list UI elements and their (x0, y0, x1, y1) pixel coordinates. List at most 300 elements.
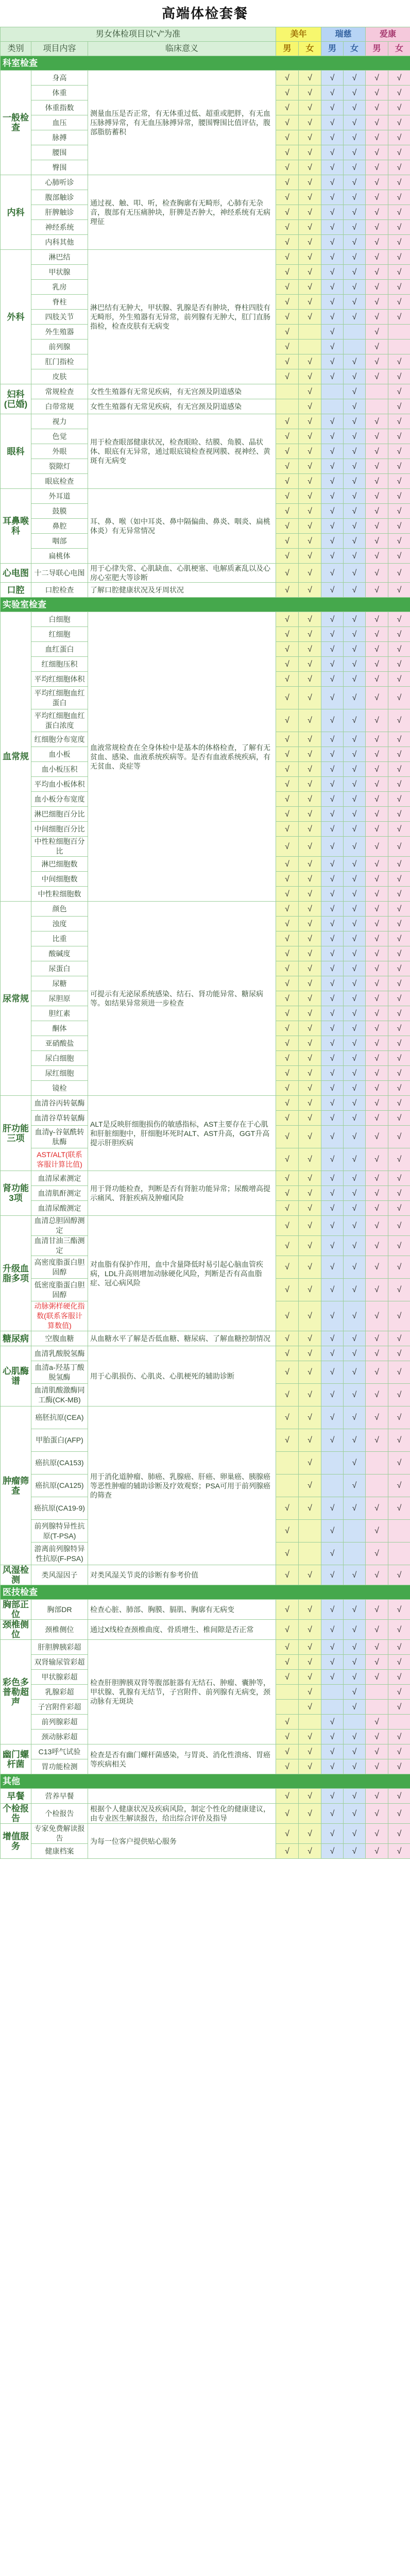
check-mark (299, 549, 321, 564)
meaning-cell: 用于心肌损伤、心肌炎、心肌梗死的辅助诊断 (88, 1346, 276, 1406)
empty-cell (299, 1715, 321, 1730)
item-cell: 血清乳酸脱氢酶 (31, 1346, 88, 1361)
check-mark (388, 902, 410, 917)
check-mark (388, 1789, 410, 1804)
check-mark (299, 1565, 321, 1585)
check-mark (344, 1640, 366, 1655)
check-mark (388, 1452, 410, 1475)
check-mark (366, 145, 388, 160)
check-mark (299, 489, 321, 504)
check-mark (276, 976, 299, 991)
check-mark (388, 1361, 410, 1384)
check-mark (299, 762, 321, 777)
check-mark (299, 1620, 321, 1640)
check-mark (276, 429, 299, 444)
check-mark (299, 1730, 321, 1744)
check-mark (366, 414, 388, 429)
check-mark (388, 1759, 410, 1774)
check-mark (321, 459, 344, 474)
check-mark (299, 642, 321, 657)
check-mark (366, 325, 388, 340)
check-mark (299, 917, 321, 931)
package-table (0, 27, 410, 1859)
check-mark (344, 519, 366, 534)
check-mark (299, 534, 321, 549)
check-mark (388, 976, 410, 991)
empty-cell (276, 1452, 299, 1475)
check-mark (321, 946, 344, 961)
check-mark (344, 1066, 366, 1081)
item-cell: 红细胞压积 (31, 657, 88, 672)
check-mark (366, 902, 388, 917)
check-mark (276, 672, 299, 687)
item-cell: 色觉 (31, 429, 88, 444)
check-mark (388, 1844, 410, 1859)
check-mark (344, 160, 366, 175)
category-cell: 妇科(已婚) (1, 384, 31, 414)
check-mark (276, 519, 299, 534)
check-mark (344, 220, 366, 235)
meaning-cell: 根据个人健康状况及疾病风险，制定个性化的健康建议，由专业医生解读报告，给出综合评价及指导 (88, 1804, 276, 1824)
check-mark (388, 1081, 410, 1096)
check-mark (388, 86, 410, 100)
check-mark (299, 822, 321, 837)
check-mark (366, 1051, 388, 1066)
check-mark (366, 1279, 388, 1301)
section-header: 其他 (1, 1774, 410, 1789)
check-mark (321, 976, 344, 991)
check-mark (299, 175, 321, 190)
check-mark (344, 1171, 366, 1186)
check-mark (344, 1655, 366, 1670)
check-mark (299, 459, 321, 474)
check-mark (388, 444, 410, 459)
check-mark (321, 642, 344, 657)
table-row (1, 1331, 410, 1346)
check-mark (344, 474, 366, 489)
check-mark (388, 872, 410, 887)
meaning-cell: 检查是否有幽门螺杆菌感染，与胃炎、消化性溃疡、胃癌等疾病相关 (88, 1744, 276, 1774)
check-mark (344, 534, 366, 549)
check-mark (366, 1520, 388, 1543)
check-mark (276, 1081, 299, 1096)
table-row (1, 71, 410, 86)
check-mark (366, 657, 388, 672)
item-cell: 血小板分布宽度 (31, 792, 88, 807)
check-mark (299, 709, 321, 732)
table-row (1, 1406, 410, 1429)
item-cell: 脉搏 (31, 130, 88, 145)
check-mark (299, 1216, 321, 1236)
check-mark (321, 1331, 344, 1346)
check-mark (321, 1730, 344, 1744)
check-mark (366, 1543, 388, 1565)
check-mark (388, 1279, 410, 1301)
table-row (1, 1096, 410, 1111)
check-mark (388, 777, 410, 792)
check-mark (344, 71, 366, 86)
item-cell: 血压 (31, 115, 88, 130)
check-mark (299, 100, 321, 115)
check-mark (344, 1148, 366, 1171)
check-mark (321, 1346, 344, 1361)
sex-header: 男 (276, 42, 299, 56)
check-mark (388, 807, 410, 822)
category-cell: 口腔 (1, 583, 31, 598)
page-title: 高端体检套餐 (161, 6, 248, 21)
check-mark (388, 489, 410, 504)
item-cell: 肝脾触诊 (31, 205, 88, 220)
check-mark (276, 1066, 299, 1081)
table-row (1, 1789, 410, 1804)
table-row (1, 583, 410, 598)
check-mark (388, 1384, 410, 1406)
check-mark (276, 747, 299, 762)
check-mark (299, 857, 321, 872)
item-cell: 酸碱度 (31, 946, 88, 961)
check-mark (299, 1640, 321, 1655)
check-mark (321, 325, 344, 340)
check-mark (321, 564, 344, 583)
check-mark (344, 1789, 366, 1804)
check-mark (344, 369, 366, 384)
item-cell: 胃功能检测 (31, 1759, 88, 1774)
meaning-cell (88, 1789, 276, 1804)
check-mark (321, 822, 344, 837)
category-cell: 血常规 (1, 612, 31, 902)
item-cell: 体重指数 (31, 100, 88, 115)
check-mark (299, 1804, 321, 1824)
check-mark (321, 130, 344, 145)
check-mark (388, 1148, 410, 1171)
check-mark (388, 961, 410, 976)
check-mark (366, 1346, 388, 1361)
item-cell: 高密度脂蛋白胆固醇 (31, 1256, 88, 1279)
item-cell: 身高 (31, 71, 88, 86)
check-mark (388, 1620, 410, 1640)
empty-cell (299, 1520, 321, 1543)
check-mark (299, 1201, 321, 1216)
check-mark (388, 642, 410, 657)
check-mark (344, 1600, 366, 1620)
check-mark (388, 1096, 410, 1111)
item-cell: 空腹血糖 (31, 1331, 88, 1346)
check-mark (388, 1744, 410, 1759)
item-cell: 健康档案 (31, 1844, 88, 1859)
check-mark (321, 762, 344, 777)
check-mark (344, 1730, 366, 1744)
check-mark (344, 976, 366, 991)
check-mark (366, 1081, 388, 1096)
check-mark (276, 1186, 299, 1201)
empty-cell (276, 399, 299, 414)
item-cell: 类风湿因子 (31, 1565, 88, 1585)
check-mark (276, 1096, 299, 1111)
check-mark (366, 961, 388, 976)
check-mark (366, 71, 388, 86)
check-mark (366, 672, 388, 687)
check-mark (366, 642, 388, 657)
check-mark (276, 115, 299, 130)
check-mark (321, 115, 344, 130)
check-mark (344, 205, 366, 220)
check-mark (276, 583, 299, 598)
check-mark (299, 931, 321, 946)
check-mark (344, 190, 366, 205)
check-mark (388, 1036, 410, 1051)
empty-cell (388, 1543, 410, 1565)
check-mark (388, 857, 410, 872)
check-mark (276, 369, 299, 384)
check-mark (276, 1497, 299, 1520)
table-row (1, 1565, 410, 1585)
subtitle-cell: 男女体检项目以"√"为准 (1, 27, 276, 42)
check-mark (366, 1620, 388, 1640)
check-mark (388, 1730, 410, 1744)
check-mark (276, 474, 299, 489)
check-mark (299, 747, 321, 762)
check-mark (344, 1452, 366, 1475)
check-mark (276, 642, 299, 657)
table-row (1, 564, 410, 583)
item-cell: AST/ALT(联系客服计算比值) (31, 1148, 88, 1171)
table-row (1, 1216, 410, 1236)
item-cell: 臀围 (31, 160, 88, 175)
check-mark (344, 1279, 366, 1301)
check-mark (388, 687, 410, 709)
table-row (1, 489, 410, 504)
item-cell: 甲状腺彩超 (31, 1670, 88, 1685)
check-mark (344, 946, 366, 961)
check-mark (366, 931, 388, 946)
check-mark (276, 549, 299, 564)
check-mark (321, 1600, 344, 1620)
check-mark (366, 1497, 388, 1520)
check-mark (344, 1346, 366, 1361)
item-cell: 腹部触诊 (31, 190, 88, 205)
item-cell: 扁桃体 (31, 549, 88, 564)
check-mark (388, 1126, 410, 1148)
sex-header: 男 (321, 42, 344, 56)
check-mark (321, 1066, 344, 1081)
check-mark (299, 115, 321, 130)
item-cell: 血清尿素测定 (31, 1171, 88, 1186)
item-cell: 乳房 (31, 280, 88, 295)
item-cell: 血红蛋白 (31, 642, 88, 657)
check-mark (388, 1475, 410, 1497)
check-mark (366, 807, 388, 822)
check-mark (366, 612, 388, 627)
check-mark (276, 627, 299, 642)
check-mark (276, 657, 299, 672)
check-mark (299, 991, 321, 1006)
item-cell: 颜色 (31, 902, 88, 917)
item-cell: 腰围 (31, 145, 88, 160)
check-mark (366, 340, 388, 354)
item-cell: 甲胎蛋白(AFP) (31, 1429, 88, 1452)
empty-cell (344, 1543, 366, 1565)
check-mark (344, 857, 366, 872)
item-cell: 营养早餐 (31, 1789, 88, 1804)
item-cell: 平均红细胞体积 (31, 672, 88, 687)
item-cell: 外生殖器 (31, 325, 88, 340)
check-mark (299, 1051, 321, 1066)
check-mark (276, 1600, 299, 1620)
check-mark (344, 504, 366, 519)
check-mark (321, 747, 344, 762)
item-cell: 尿胆原 (31, 991, 88, 1006)
check-mark (344, 1111, 366, 1126)
meaning-cell: 通过视、触、叩、听，检查胸廓有无畸形，心肺有无杂音，腹部有无压痛肿块，肝脾是否肿大，神经系统有无病理征 (88, 175, 276, 250)
check-mark (388, 1021, 410, 1036)
check-mark (299, 612, 321, 627)
check-mark (366, 1655, 388, 1670)
check-mark (321, 917, 344, 931)
check-mark (344, 1429, 366, 1452)
empty-cell (344, 340, 366, 354)
empty-cell (299, 1543, 321, 1565)
check-mark (321, 489, 344, 504)
check-mark (321, 549, 344, 564)
check-mark (299, 205, 321, 220)
package-header: 美年 (276, 27, 321, 42)
check-mark (388, 1600, 410, 1620)
check-mark (344, 732, 366, 747)
item-cell: 常规检查 (31, 384, 88, 399)
check-mark (344, 792, 366, 807)
check-mark (299, 86, 321, 100)
check-mark (388, 837, 410, 857)
check-mark (388, 354, 410, 369)
item-cell: 尿红细胞 (31, 1066, 88, 1081)
check-mark (366, 857, 388, 872)
category-cell: 眼科 (1, 414, 31, 489)
item-cell: 肝胆脾胰彩超 (31, 1640, 88, 1655)
check-mark (321, 504, 344, 519)
table-row (1, 1640, 410, 1655)
check-mark (321, 627, 344, 642)
check-mark (366, 310, 388, 325)
check-mark (366, 1256, 388, 1279)
check-mark (299, 160, 321, 175)
check-mark (276, 1036, 299, 1051)
check-mark (388, 1256, 410, 1279)
check-mark (321, 1384, 344, 1406)
check-mark (388, 369, 410, 384)
check-mark (388, 709, 410, 732)
check-mark (344, 235, 366, 250)
check-mark (388, 534, 410, 549)
item-cell: 子宫附件彩超 (31, 1700, 88, 1715)
empty-cell (344, 1520, 366, 1543)
check-mark (276, 1655, 299, 1670)
check-mark (321, 1051, 344, 1066)
check-mark (366, 160, 388, 175)
check-mark (321, 807, 344, 822)
check-mark (366, 429, 388, 444)
check-mark (321, 1565, 344, 1585)
check-mark (388, 564, 410, 583)
check-mark (321, 519, 344, 534)
check-mark (299, 1036, 321, 1051)
item-cell: 淋巴结 (31, 250, 88, 265)
check-mark (344, 295, 366, 310)
empty-cell (321, 399, 344, 414)
check-mark (388, 160, 410, 175)
check-mark (276, 872, 299, 887)
check-mark (276, 220, 299, 235)
check-mark (388, 295, 410, 310)
check-mark (276, 534, 299, 549)
check-mark (299, 235, 321, 250)
meaning-cell: 用于心律失常、心肌缺血、心肌梗塞、电解质紊乱以及心房心室肥大等诊断 (88, 564, 276, 583)
empty-cell (321, 1452, 344, 1475)
item-cell: 咽部 (31, 534, 88, 549)
check-mark (366, 1406, 388, 1429)
sex-header: 女 (388, 42, 410, 56)
item-cell: 颈椎侧位 (31, 1620, 88, 1640)
check-mark (366, 946, 388, 961)
check-mark (276, 917, 299, 931)
check-mark (366, 777, 388, 792)
table-row (1, 399, 410, 414)
check-mark (299, 1844, 321, 1859)
item-cell: 淋巴细胞百分比 (31, 807, 88, 822)
check-mark (321, 295, 344, 310)
check-mark (344, 1744, 366, 1759)
check-mark (321, 583, 344, 598)
check-mark (344, 822, 366, 837)
check-mark (344, 115, 366, 130)
check-mark (344, 1475, 366, 1497)
check-mark (299, 687, 321, 709)
check-mark (321, 444, 344, 459)
check-mark (276, 1730, 299, 1744)
empty-cell (366, 399, 388, 414)
check-mark (344, 1236, 366, 1256)
empty-cell (276, 1685, 299, 1700)
check-mark (344, 130, 366, 145)
empty-cell (366, 1475, 388, 1497)
check-mark (344, 1331, 366, 1346)
check-mark (366, 687, 388, 709)
table-row (1, 1744, 410, 1759)
check-mark (276, 459, 299, 474)
check-mark (276, 902, 299, 917)
check-mark (388, 792, 410, 807)
check-mark (321, 1497, 344, 1520)
check-mark (321, 1844, 344, 1859)
table-row (1, 612, 410, 627)
item-cell: 血清肌酐测定 (31, 1186, 88, 1201)
item-cell: 个检报告 (31, 1804, 88, 1824)
item-cell: 镜检 (31, 1081, 88, 1096)
item-cell: 专家免费解读报告 (31, 1824, 88, 1844)
check-mark (299, 1452, 321, 1475)
check-mark (344, 1700, 366, 1715)
check-mark (299, 1081, 321, 1096)
sex-header: 女 (299, 42, 321, 56)
check-mark (321, 837, 344, 857)
check-mark (321, 931, 344, 946)
empty-cell (388, 1520, 410, 1543)
check-mark (321, 657, 344, 672)
check-mark (321, 1006, 344, 1021)
empty-cell (344, 1715, 366, 1730)
check-mark (344, 709, 366, 732)
check-mark (276, 1565, 299, 1585)
check-mark (344, 902, 366, 917)
